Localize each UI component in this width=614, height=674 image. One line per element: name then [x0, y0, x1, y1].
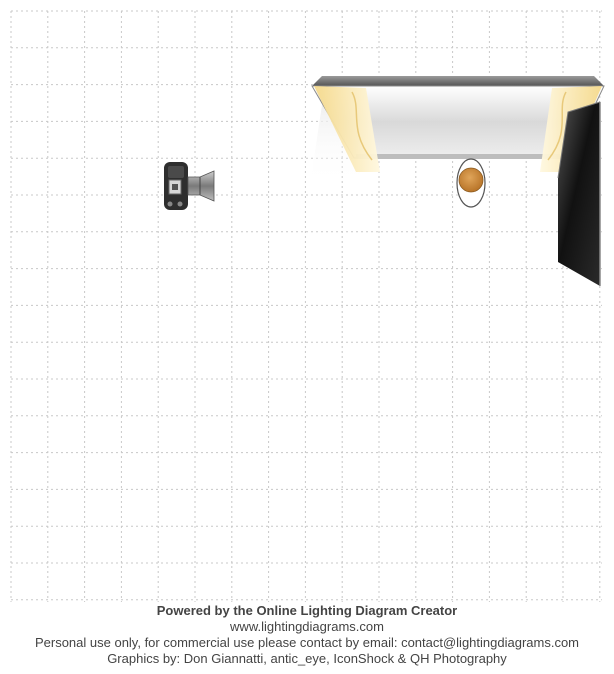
softbox-icon[interactable] — [312, 76, 604, 172]
footer-url[interactable]: www.lightingdiagrams.com — [230, 619, 384, 634]
footer-license: Personal use only, for commercial use please contact by email: contact@lightingdiagrams.com — [34, 635, 580, 650]
footer — [0, 603, 614, 667]
footer-credits: Graphics by: Don Giannatti, antic_eye, IconShock & QH Photography — [107, 651, 507, 666]
subject-person-icon[interactable] — [457, 159, 485, 207]
footer-title: Powered by the Online Lighting Diagram Creator — [156, 603, 458, 618]
camera-icon[interactable] — [164, 162, 214, 210]
